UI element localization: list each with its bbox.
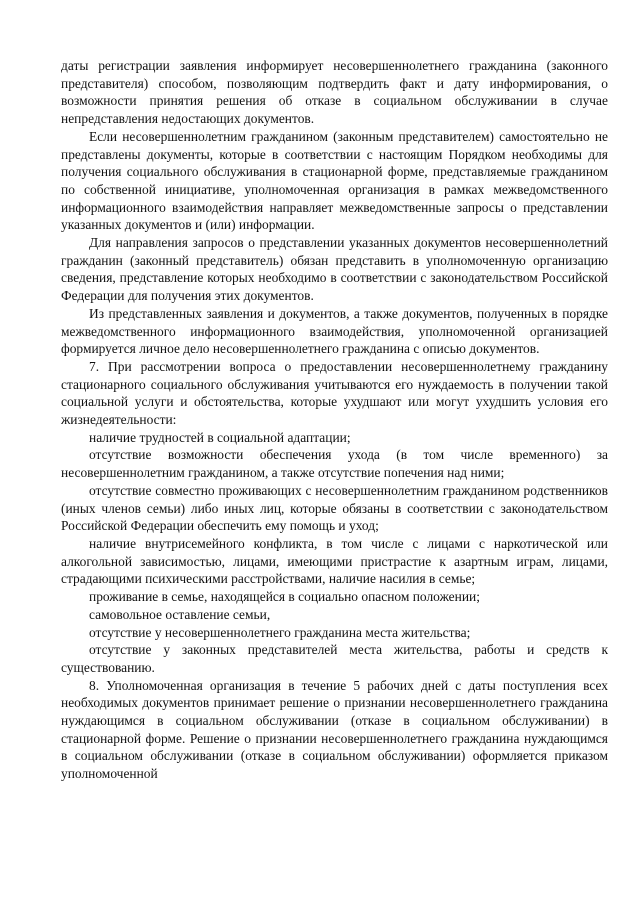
paragraph-interagency-requests: Если несовершеннолетним гражданином (законным представителем) самостоятельно не представлены документы, которые в соответствии с настоящим Порядком необходимы для получения социального обслуживания в стационарной форме, представляемые гражданином по собственной инициативе, уполномоченная организация в рамках межведомственного информационного взаимодействия направляет межведомственные запросы о представлении указанных документов и (или) информации. xyxy=(61,128,608,233)
list-item: самовольное оставление семьи, xyxy=(89,606,271,622)
paragraph-informing: даты регистрации заявления информирует несовершеннолетнего гражданина (законного представителя) способом, позволяющим подтвердить факт и дату информирования, о возможности принятия решения об отказе в социальном обслуживании в случае непредставления недостающих документов. xyxy=(61,58,608,127)
paragraph-section-7: 7. При рассмотрении вопроса о предоставлении несовершеннолетнему гражданину стационарного социального обслуживания учитываются его нуждаемость в получении такой социальной услуги и обстоятельства, которые ухудшают или могут ухудшить условия его жизнедеятельности: xyxy=(61,358,608,428)
paragraph-personal-file: Из представленных заявления и документов, а также документов, полученных в порядке межведомственного информационного взаимодействия, уполномоченной организацией формируется личное дело несовершеннолетнего гражданина с описью документов. xyxy=(61,305,608,357)
list-item: отсутствие у законных представителей места жительства, работы и средств к существованию. xyxy=(61,642,608,675)
list-item: проживание в семье, находящейся в социально опасном положении; xyxy=(89,589,480,605)
paragraph-requests-info: Для направления запросов о представлении указанных документов несовершеннолетний гражданин (законный представитель) обязан представить в уполномоченную организацию сведения, представление которых необходимо в соответствии с законодательством Российской Федерации для получения этих документов. xyxy=(61,235,608,304)
list-item: отсутствие у несовершеннолетнего гражданина места жительства; xyxy=(89,624,471,640)
paragraph-section-8: 8. Уполномоченная организация в течение 5 рабочих дней с даты поступления всех необходимых документов принимает решение о признании несовершеннолетнего гражданина нуждающимся в социальном обслуживании (отказе в социальном обслуживании) в стационарной форме. Решение о признании несовершеннолетнего гражданина нуждающимся в социальном обслуживании (отказе в социальном обслуживании) оформляется приказом уполномоченной xyxy=(61,677,608,782)
list-item: отсутствие совместно проживающих с несовершеннолетним гражданином родственников (иных членов семьи) либо иных лиц, которые обязаны в соответствии с законодательством Российской Федерации обеспечить ему помощь и уход; xyxy=(61,482,608,534)
list-item: отсутствие возможности обеспечения ухода (в том числе временного) за несовершеннолетним гражданином, а также отсутствие попечения над ними; xyxy=(61,447,608,481)
list-item: наличие трудностей в социальной адаптации; xyxy=(89,429,351,445)
list-item: наличие внутрисемейного конфликта, в том числе с лицами с наркотической или алкогольной зависимостью, лицами, имеющими пристрастие к азартным играм, лицами, страдающими психическими расстройствами, наличие насилия в семье; xyxy=(61,535,608,587)
